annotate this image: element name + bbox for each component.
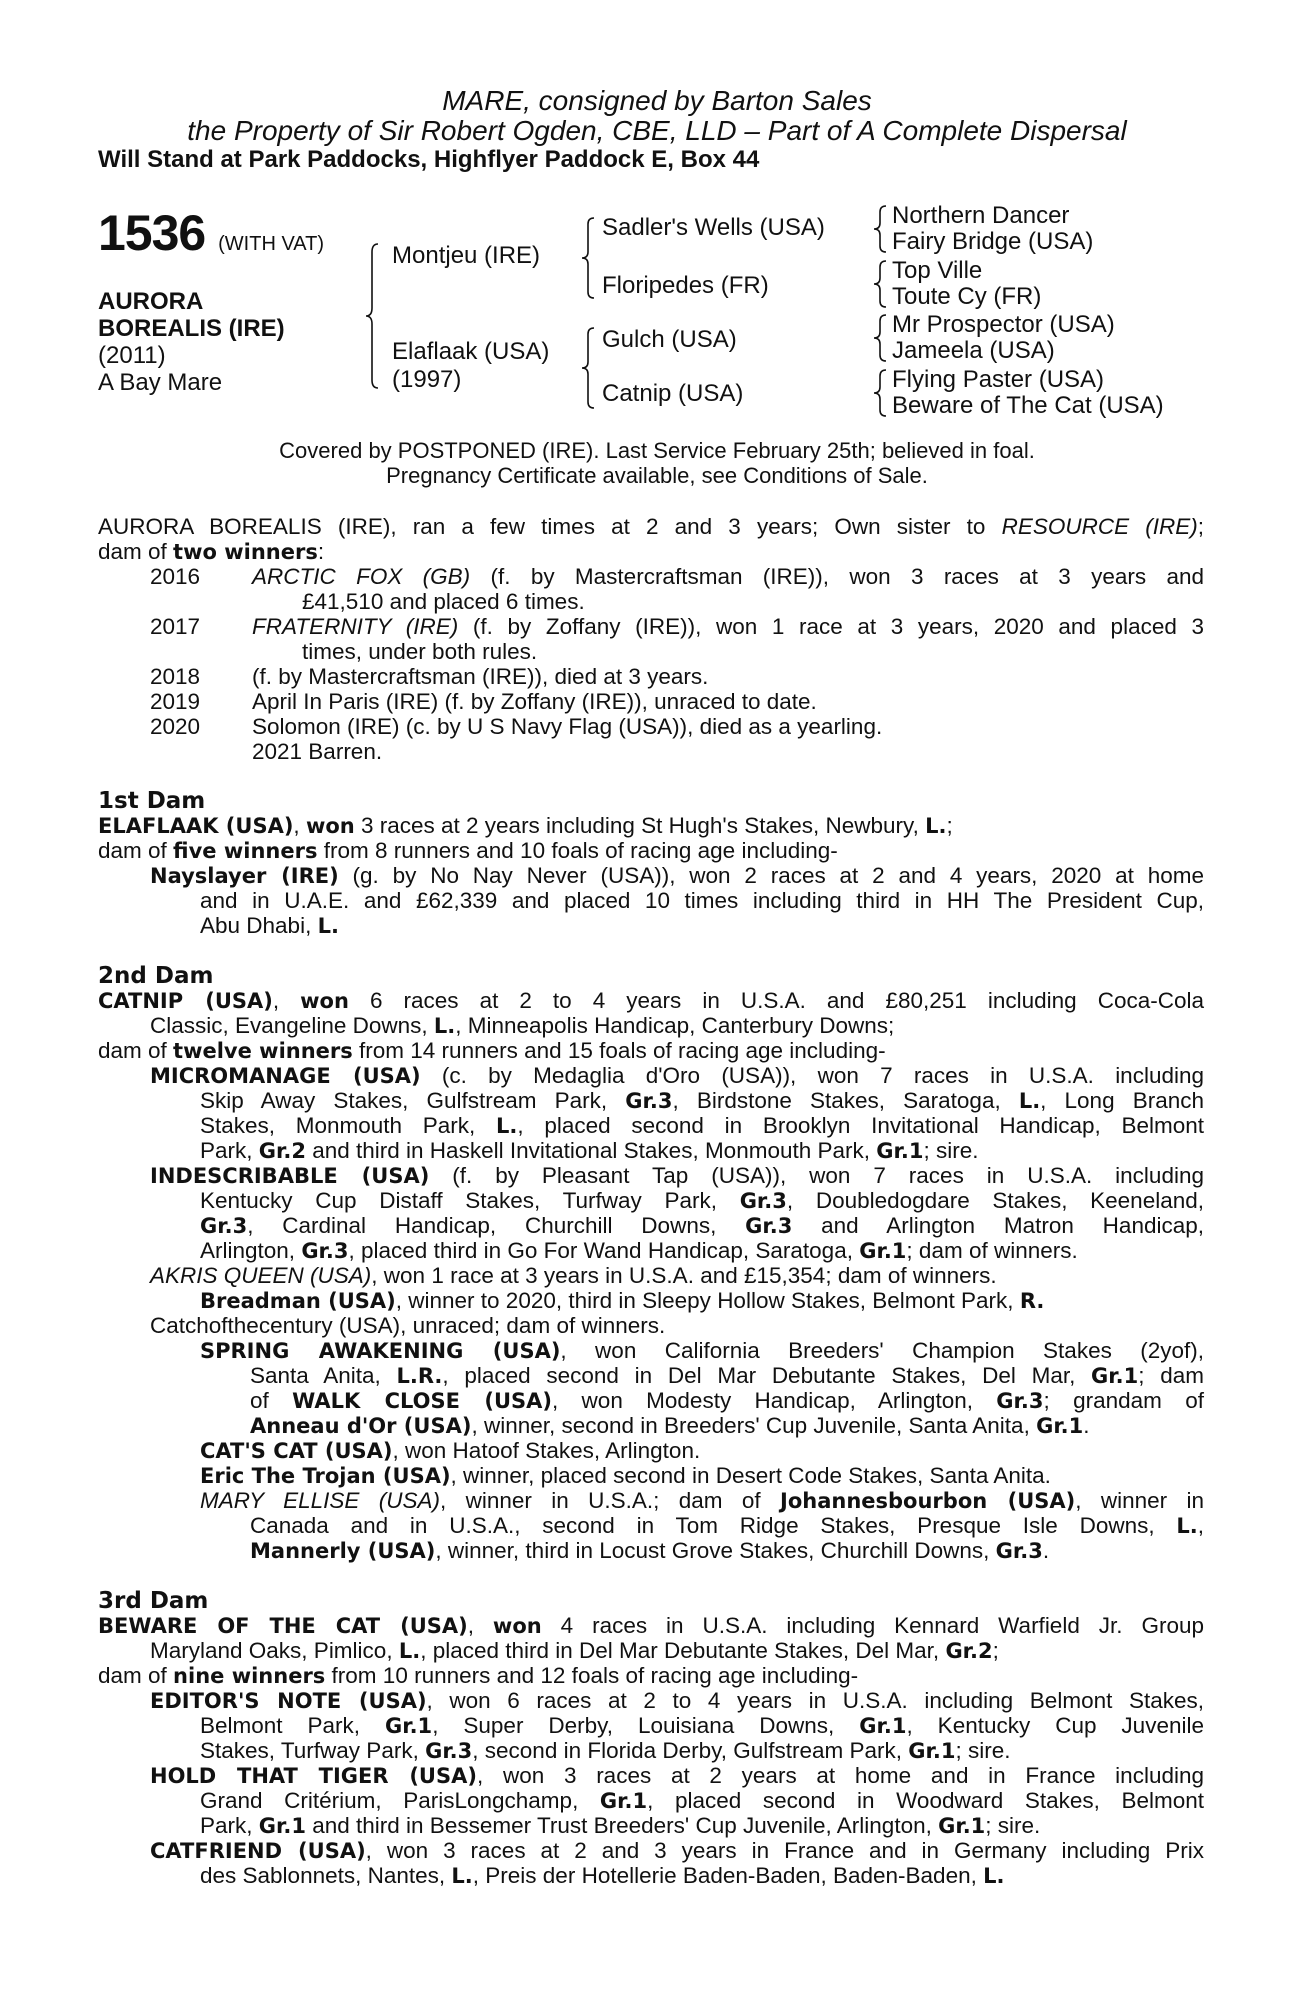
first-dam-line: Abu Dhabi, L. bbox=[200, 913, 339, 938]
first-dam-line: Nayslayer (IRE) (g. by No Nay Never (USA)), won 2 races at 2 and 4 years, 2020 at home bbox=[150, 863, 1205, 888]
second-dam-line: SPRING AWAKENING (USA), won California Breeders' Champion Stakes (2yof), bbox=[200, 1338, 1204, 1363]
third-dam-line: dam of nine winners from 10 runners and 12 foals of racing age including- bbox=[98, 1663, 859, 1688]
property-line: the Property of Sir Robert Ogden, CBE, LLD – Part of A Complete Dispersal bbox=[187, 115, 1127, 146]
second-dam-line: CAT'S CAT (USA), won Hatoof Stakes, Arlington. bbox=[200, 1438, 701, 1463]
pedigree-sire-dam: Floripedes (FR) bbox=[602, 272, 769, 299]
second-dam-line: MICROMANAGE (USA) (c. by Medaglia d'Oro (USA)), won 7 races in U.S.A. including bbox=[150, 1063, 1205, 1088]
pedigree-dam: Elaflaak (USA) bbox=[392, 338, 550, 365]
pedigree-bracket-g3-1 bbox=[874, 204, 888, 254]
pedigree-dam-dam: Catnip (USA) bbox=[602, 380, 744, 407]
second-dam-line: Canada and in U.S.A., second in Tom Ridge Stakes, Presque Isle Downs, L., bbox=[250, 1513, 1204, 1538]
third-dam-line: Belmont Park, Gr.1, Super Derby, Louisiana Downs, Gr.1, Kentucky Cup Juvenile bbox=[200, 1713, 1204, 1738]
pedigree-dam-year: (1997) bbox=[392, 366, 462, 393]
second-dam-line: Anneau d'Or (USA), winner, second in Breeders' Cup Juvenile, Santa Anita, Gr.1. bbox=[250, 1413, 1090, 1438]
third-dam-line: Park, Gr.1 and third in Bessemer Trust Breeders' Cup Juvenile, Arlington, Gr.1; sire. bbox=[200, 1813, 1041, 1838]
second-dam-line: CATNIP (USA), won 6 races at 2 to 4 years in U.S.A. and £80,251 including Coca-Cola bbox=[98, 988, 1204, 1013]
third-dam-heading: 3rd Dam bbox=[98, 1588, 209, 1614]
third-dam-line: Grand Critérium, ParisLongchamp, Gr.1, placed second in Woodward Stakes, Belmont bbox=[200, 1788, 1204, 1813]
stabling-line: Will Stand at Park Paddocks, Highflyer Paddock E, Box 44 bbox=[98, 146, 760, 173]
produce-cont: times, under both rules. bbox=[302, 639, 538, 664]
intro-dam-of: dam of two winners: bbox=[98, 539, 325, 564]
second-dam-line: Gr.3, Cardinal Handicap, Churchill Downs, Gr.3 and Arlington Matron Handicap, bbox=[200, 1213, 1205, 1238]
intro-line: AURORA BOREALIS (IRE), ran a few times at 2 and 3 years; Own sister to RESOURCE (IRE); bbox=[98, 514, 1204, 539]
second-dam-line: Classic, Evangeline Downs, L., Minneapolis Handicap, Canterbury Downs; bbox=[150, 1013, 895, 1038]
pedigree-sds: Top Ville bbox=[892, 257, 983, 284]
first-dam-line: and in U.A.E. and £62,339 and placed 10 times including third in HH The President Cup, bbox=[200, 888, 1204, 913]
cover-line: Covered by POSTPONED (IRE). Last Service February 25th; believed in foal. bbox=[279, 438, 1035, 463]
horse-name-line2: BOREALIS (IRE) bbox=[98, 315, 285, 342]
pedigree-sire-sire: Sadler's Wells (USA) bbox=[602, 214, 825, 241]
second-dam-line: INDESCRIBABLE (USA) (f. by Pleasant Tap (USA)), won 7 races in U.S.A. including bbox=[150, 1163, 1204, 1188]
second-dam-line: Mannerly (USA), winner, third in Locust Grove Stakes, Churchill Downs, Gr.3. bbox=[250, 1538, 1050, 1563]
horse-name-line1: AURORA bbox=[98, 288, 204, 315]
third-dam-line: BEWARE OF THE CAT (USA), won 4 races in U.S.A. including Kennard Warfield Jr. Group bbox=[98, 1613, 1204, 1638]
second-dam-line: Santa Anita, L.R., placed second in Del Mar Debutante Stakes, Del Mar, Gr.1; dam bbox=[250, 1363, 1204, 1388]
barren-note: 2021 Barren. bbox=[252, 739, 383, 764]
produce-line: Solomon (IRE) (c. by U S Navy Flag (USA)), died as a yearling. bbox=[252, 714, 883, 739]
horse-description: A Bay Mare bbox=[98, 369, 223, 396]
pedigree-bracket-gen1 bbox=[366, 242, 380, 390]
pedigree-ssd: Fairy Bridge (USA) bbox=[892, 228, 1094, 255]
pedigree-ddd: Beware of The Cat (USA) bbox=[892, 392, 1164, 419]
third-dam-line: des Sablonnets, Nantes, L., Preis der Hotellerie Baden-Baden, Baden-Baden, L. bbox=[200, 1863, 1005, 1888]
third-dam-line: Stakes, Turfway Park, Gr.3, second in Florida Derby, Gulfstream Park, Gr.1; sire. bbox=[200, 1738, 1011, 1763]
third-dam-line: CATFRIEND (USA), won 3 races at 2 and 3 years in France and in Germany including Prix bbox=[150, 1838, 1204, 1863]
third-dam-line: Maryland Oaks, Pimlico, L., placed third in Del Mar Debutante Stakes, Del Mar, Gr.2; bbox=[150, 1638, 999, 1663]
produce-line: (f. by Mastercraftsman (IRE)), died at 3 years. bbox=[252, 664, 709, 689]
third-dam-line: EDITOR'S NOTE (USA), won 6 races at 2 to 4 years in U.S.A. including Belmont Stakes, bbox=[150, 1688, 1204, 1713]
pedigree-bracket-g3-2 bbox=[874, 259, 888, 309]
lot-number-value: 1536 bbox=[98, 205, 206, 261]
second-dam-line: Eric The Trojan (USA), winner, placed second in Desert Code Stakes, Santa Anita. bbox=[200, 1463, 1051, 1488]
second-dam-line: Park, Gr.2 and third in Haskell Invitational Stakes, Monmouth Park, Gr.1; sire. bbox=[200, 1138, 979, 1163]
second-dam-line: dam of twelve winners from 14 runners and 15 foals of racing age including- bbox=[98, 1038, 886, 1063]
first-dam-line: ELAFLAAK (USA), won 3 races at 2 years including St Hugh's Stakes, Newbury, L.; bbox=[98, 813, 953, 838]
produce-line: FRATERNITY (IRE) (f. by Zoffany (IRE)), won 1 race at 3 years, 2020 and placed 3 bbox=[252, 614, 1204, 639]
pedigree-sdd: Toute Cy (FR) bbox=[892, 283, 1042, 310]
produce-year: 2019 bbox=[150, 689, 201, 714]
second-dam-line: MARY ELLISE (USA), winner in U.S.A.; dam of Johannesbourbon (USA), winner in bbox=[200, 1488, 1205, 1513]
horse-year: (2011) bbox=[98, 342, 166, 369]
second-dam-heading: 2nd Dam bbox=[98, 963, 214, 989]
pedigree-bracket-sire bbox=[582, 216, 596, 300]
certificate-line: Pregnancy Certificate available, see Conditions of Sale. bbox=[386, 463, 928, 488]
vat-label: (WITH VAT) bbox=[218, 233, 325, 255]
second-dam-line: Breadman (USA), winner to 2020, third in Sleepy Hollow Stakes, Belmont Park, R. bbox=[200, 1288, 1045, 1313]
first-dam-heading: 1st Dam bbox=[98, 788, 206, 814]
pedigree-sss: Northern Dancer bbox=[892, 202, 1070, 229]
produce-year: 2016 bbox=[150, 564, 201, 589]
pedigree-bracket-g3-3 bbox=[874, 313, 888, 363]
pedigree-sire: Montjeu (IRE) bbox=[392, 242, 541, 269]
produce-line: April In Paris (IRE) (f. by Zoffany (IRE)), unraced to date. bbox=[252, 689, 817, 714]
consignor-line: MARE, consigned by Barton Sales bbox=[442, 85, 872, 116]
pedigree-dsd: Jameela (USA) bbox=[892, 337, 1055, 364]
first-dam-line: dam of five winners from 8 runners and 10 foals of racing age including- bbox=[98, 838, 838, 863]
second-dam-line: Catchofthecentury (USA), unraced; dam of winners. bbox=[150, 1313, 666, 1338]
produce-year: 2020 bbox=[150, 714, 201, 739]
second-dam-line: Skip Away Stakes, Gulfstream Park, Gr.3, Birdstone Stakes, Saratoga, L., Long Branch bbox=[200, 1088, 1204, 1113]
second-dam-line: Stakes, Monmouth Park, L., placed second in Brooklyn Invitational Handicap, Belmont bbox=[200, 1113, 1204, 1138]
second-dam-line: Arlington, Gr.3, placed third in Go For Wand Handicap, Saratoga, Gr.1; dam of winners. bbox=[200, 1238, 1078, 1263]
lot-number bbox=[98, 205, 324, 272]
pedigree-bracket-g3-4 bbox=[874, 368, 888, 418]
second-dam-line: of WALK CLOSE (USA), won Modesty Handicap, Arlington, Gr.3; grandam of bbox=[250, 1388, 1204, 1413]
produce-year: 2018 bbox=[150, 664, 201, 689]
third-dam-line: HOLD THAT TIGER (USA), won 3 races at 2 years at home and in France including bbox=[150, 1763, 1204, 1788]
second-dam-line: Kentucky Cup Distaff Stakes, Turfway Park, Gr.3, Doubledogdare Stakes, Keeneland, bbox=[200, 1188, 1204, 1213]
pedigree-bracket-dam bbox=[582, 326, 596, 410]
produce-line: ARCTIC FOX (GB) (f. by Mastercraftsman (IRE)), won 3 races at 3 years and bbox=[252, 564, 1205, 589]
produce-year: 2017 bbox=[150, 614, 201, 639]
produce-cont: £41,510 and placed 6 times. bbox=[302, 589, 585, 614]
pedigree-dss: Mr Prospector (USA) bbox=[892, 311, 1115, 338]
pedigree-dam-sire: Gulch (USA) bbox=[602, 326, 737, 353]
second-dam-line: AKRIS QUEEN (USA), won 1 race at 3 years in U.S.A. and £15,354; dam of winners. bbox=[150, 1263, 997, 1288]
pedigree-dds: Flying Paster (USA) bbox=[892, 366, 1105, 393]
